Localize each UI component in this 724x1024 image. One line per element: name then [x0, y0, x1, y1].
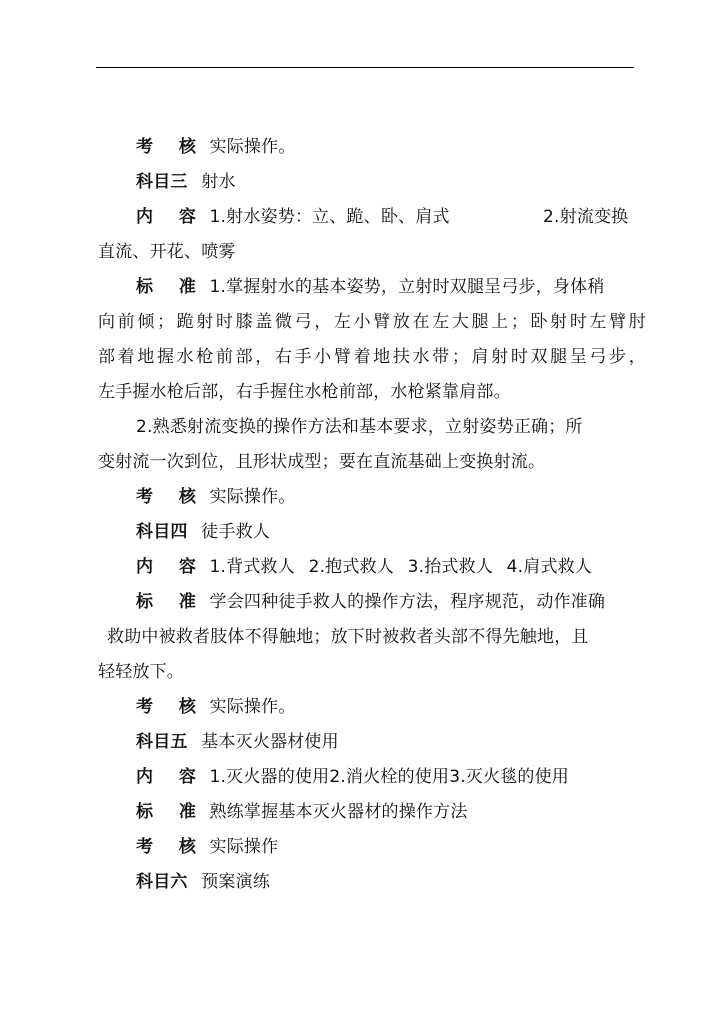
header-rule — [96, 67, 634, 68]
subject-6-name: 预案演练 — [201, 872, 271, 892]
subject-5-content-line — [98, 760, 646, 795]
assessment-label: 考 核 — [136, 697, 206, 717]
subject-3-standard-text-1: 1.掌握射水的基本姿势，立射时双腿呈弓步，身体稍 — [209, 277, 605, 297]
subject-3-standard-line-3 — [98, 340, 646, 375]
subject-6-heading — [98, 865, 646, 900]
subject-3-standard-text-4: 左手握水枪后部，右手握住水枪前部，水枪紧靠肩部。 — [98, 382, 511, 402]
assessment-line — [98, 130, 646, 165]
subject-4-standard-line-2 — [98, 620, 646, 655]
subject-3-standard-text-6: 变射流一次到位，且形状成型；要在直流基础上变换射流。 — [98, 452, 546, 472]
subject-4-content-item: 2.抱式救人 — [308, 557, 394, 577]
content-label: 内 容 — [136, 207, 206, 227]
subject-4-assessment-text: 实际操作。 — [209, 697, 296, 717]
subject-3-content-continuation — [98, 235, 646, 270]
subject-4-name: 徒手救人 — [201, 522, 271, 542]
subject-4-standard-text-1: 学会四种徒手救人的操作方法，程序规范，动作准确 — [209, 592, 606, 612]
assessment-label: 考 核 — [136, 137, 206, 157]
subject-6-title: 科目六 — [136, 872, 188, 892]
subject-3-standard-text-5: 2.熟悉射流变换的操作方法和基本要求，立射姿势正确；所 — [136, 417, 583, 437]
subject-4-title: 科目四 — [136, 522, 188, 542]
standard-label: 标 准 — [136, 592, 206, 612]
standard-label: 标 准 — [136, 277, 206, 297]
subject-4-content-line — [98, 550, 646, 585]
subject-3-content-item-2: 2.射流变换 — [543, 207, 629, 227]
subject-5-content-item: 1.灭火器的使用 — [209, 767, 330, 787]
subject-3-standard-text-2: 向前倾；跪射时膝盖微弓，左小臂放在左大腿上；卧射时左臂肘 — [98, 312, 646, 332]
assessment-text: 实际操作。 — [209, 137, 296, 157]
subject-3-standard-text-3: 部着地握水枪前部，右手小臂着地扶水带；肩射时双腿呈弓步， — [98, 347, 646, 367]
subject-5-title: 科目五 — [136, 732, 188, 752]
subject-4-standard-text-3: 轻轻放下。 — [98, 662, 184, 682]
document-body — [98, 130, 646, 900]
subject-5-assessment-line — [98, 830, 646, 865]
content-label: 内 容 — [136, 557, 206, 577]
subject-4-heading — [98, 515, 646, 550]
subject-3-standard-line — [98, 270, 646, 305]
subject-3-standard-line-4 — [98, 375, 646, 410]
subject-5-heading — [98, 725, 646, 760]
subject-5-name: 基本灭火器材使用 — [201, 732, 339, 752]
subject-3-standard-line-5 — [98, 410, 646, 445]
subject-4-assessment-line — [98, 690, 646, 725]
subject-5-content-item: 3.灭火毯的使用 — [449, 767, 570, 787]
subject-4-standard-text-2: 救助中被救者肢体不得触地；放下时被救者头部不得先触地，且 — [107, 627, 589, 647]
subject-3-assessment-line — [98, 480, 646, 515]
subject-4-content-item: 1.背式救人 — [209, 557, 295, 577]
subject-5-standard-line — [98, 795, 646, 830]
subject-3-heading — [98, 165, 646, 200]
subject-3-content-item-1: 1.射水姿势：立、跪、卧、肩式 — [209, 207, 450, 227]
subject-5-content-item: 2.消火栓的使用 — [329, 767, 450, 787]
subject-4-content-item: 4.肩式救人 — [506, 557, 593, 577]
subject-4-standard-line — [98, 585, 646, 620]
content-label: 内 容 — [136, 767, 206, 787]
assessment-label: 考 核 — [136, 487, 206, 507]
subject-3-title: 科目三 — [136, 172, 188, 192]
subject-4-standard-line-3 — [98, 655, 646, 690]
subject-3-assessment-text: 实际操作。 — [209, 487, 296, 507]
subject-3-content-cont-text: 直流、开花、喷雾 — [98, 242, 236, 262]
assessment-label: 考 核 — [136, 837, 206, 857]
subject-3-standard-line-2 — [98, 305, 646, 340]
subject-3-name: 射水 — [201, 172, 236, 192]
subject-5-standard-text: 熟练掌握基本灭火器材的操作方法 — [209, 802, 468, 822]
subject-4-content-item: 3.抬式救人 — [407, 557, 494, 577]
subject-3-content-line — [98, 200, 646, 235]
subject-5-assessment-text: 实际操作 — [209, 837, 279, 857]
subject-3-standard-line-6 — [98, 445, 646, 480]
standard-label: 标 准 — [136, 802, 206, 822]
